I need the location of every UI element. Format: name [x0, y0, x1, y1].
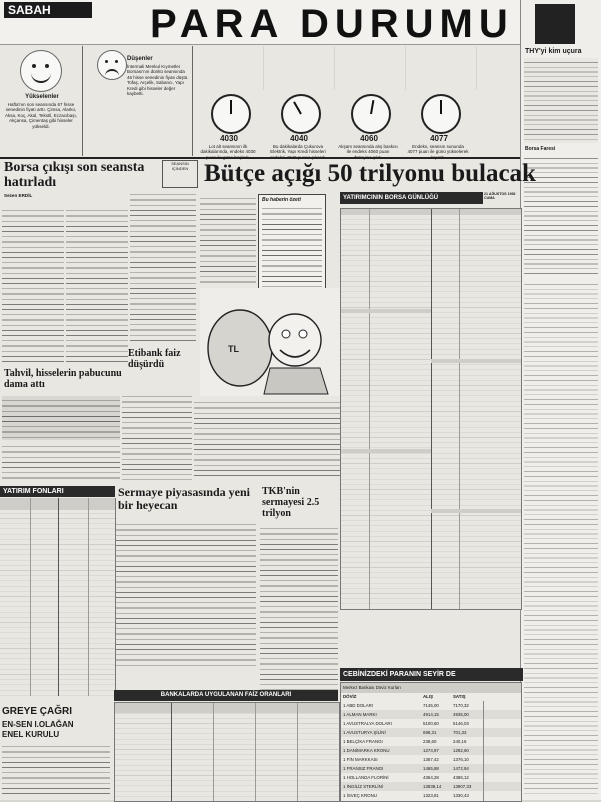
- satis-value: 13907,33: [453, 784, 472, 789]
- faiz-title: BANKALARDA UYGULANAN FAİZ ORANLARI: [114, 690, 338, 701]
- satis-value: 4935,00: [453, 712, 469, 717]
- doviz-subheader: [341, 693, 521, 701]
- currency-name: 1 FİN MARKKASI: [343, 757, 378, 762]
- notice-line-3: ENEL KURULU: [2, 730, 60, 739]
- seansin-icinden-label: SEANSIN İÇİNDEN: [162, 160, 198, 188]
- butce-story-head: [200, 158, 536, 194]
- satis-value: 1376,10: [453, 757, 469, 762]
- gutter: [326, 194, 339, 290]
- alis-value: 238,60: [423, 739, 437, 744]
- alis-value: 4914,15: [423, 712, 439, 717]
- butce-headline: Bütçe açığı 50 trilyonu bulacak: [204, 160, 536, 187]
- clock-4060-icon: [351, 94, 391, 134]
- clock-4030-icon: [211, 94, 251, 134]
- etibank-story-head: [128, 348, 190, 388]
- masthead-banner: [0, 0, 520, 45]
- borsa-gunlugu-title: YATIRIMCININ BORSA GÜNLÜĞÜ: [340, 192, 483, 204]
- right-page-strip: [520, 0, 601, 800]
- risers-label: Yükselenler: [25, 94, 59, 100]
- etibank-col: [122, 392, 192, 480]
- table-row: [341, 764, 521, 773]
- currency-name: 1 BELÇİKA FRANGI: [343, 739, 383, 744]
- doviz-col-label: DÖVİZ: [343, 694, 357, 699]
- table-row: [341, 719, 521, 728]
- section-title: PARA DURUMU: [150, 2, 514, 46]
- right-strip-text: [524, 58, 598, 143]
- satis-value: 1330,43: [453, 793, 469, 798]
- satis-value: 1282,60: [453, 748, 469, 753]
- alis-value: 1367,42: [423, 757, 439, 762]
- satis-col-label: SATIŞ: [453, 694, 466, 699]
- satis-value: 1472,94: [453, 766, 469, 771]
- currency-name: 1 İNGİLİZ STERLİNİ: [343, 784, 384, 789]
- currency-name: 1 ALMAN MARKI: [343, 712, 377, 717]
- borsa-col-3: [130, 190, 196, 342]
- borsa-col-2: [66, 206, 128, 366]
- smiley-icon: [20, 50, 62, 92]
- brand-label: SABAH: [4, 2, 92, 18]
- borsa-byline: Sezen ERDİL: [4, 193, 33, 198]
- tahvil-headline: Tahvil, hisselerin pabucunu dama attı: [4, 368, 122, 390]
- alis-value: 1274,97: [423, 748, 439, 753]
- tkb-story-head: [260, 486, 338, 522]
- sad-face-icon: [97, 50, 127, 80]
- risers-panel: [2, 46, 80, 156]
- currency-name: 1 AVUSTURYA ŞİLİNİ: [343, 730, 386, 735]
- currency-name: 1 ABD DOLARI: [343, 703, 374, 708]
- tkb-col: [260, 524, 338, 690]
- etibank-headline: Etibank faiz düşürdü: [128, 348, 181, 370]
- cebinizdeki-title: CEBİNİZDEKİ PARANIN SEYİR DE: [340, 668, 523, 681]
- alis-value: 7145,00: [423, 703, 439, 708]
- faiz-table: [114, 702, 340, 802]
- index-value-2: 4040: [290, 134, 308, 143]
- alis-value: 1465,88: [423, 766, 439, 771]
- currency-name: 1 DANİMARKA KRONU: [343, 748, 390, 753]
- satis-value: 4386,12: [453, 775, 469, 780]
- index-value-1: 4030: [220, 134, 238, 143]
- sermaye-headline: Sermaye piyasasında yeni bir heyecan: [118, 485, 251, 512]
- satis-value: 240,16: [453, 739, 467, 744]
- alis-value: 1323,81: [423, 793, 439, 798]
- borsa-col-1: [2, 206, 64, 366]
- doviz-header-row: [341, 683, 521, 693]
- right-strip-headline: THY'yi kim uçura: [525, 48, 582, 55]
- doviz-rows: [341, 701, 521, 801]
- currency-name: 1 FRANSIZ FRANGI: [343, 766, 384, 771]
- tahvil-col-2: [2, 442, 120, 482]
- fallers-text: İntermali Menkul Kıymetler Borsası'nın dünkü seansında 46 hisse senedinin fiyatı düştü. Tofaş, Arçelik, Sabancı, Yapı Kredi gibi hisseler değer kaybetti.: [127, 64, 189, 97]
- currency-name: 1 İSVEÇ KRONU: [343, 793, 377, 798]
- tkb-headline: TKB'nin sermayesi 2.5 trilyon: [262, 486, 320, 519]
- index-value-4: 4077: [430, 134, 448, 143]
- alis-value: 698,31: [423, 730, 437, 735]
- index-caption-3: Akşam seansında alış baskısı ile endeks 4060 puan: [338, 144, 398, 155]
- butce-lower-col: [194, 398, 340, 480]
- butce-summary-box: [258, 194, 326, 292]
- table-row: [341, 728, 521, 737]
- summary-box-text: [262, 204, 322, 288]
- borsa-gunlugu-date: 21 AĞUSTOS 1992 CUMA: [484, 192, 516, 201]
- satis-value: 701,33: [453, 730, 467, 735]
- fallers-label: Düşenler: [127, 56, 153, 62]
- alis-value: 13838,14: [423, 784, 442, 789]
- index-clocks: [192, 46, 477, 156]
- index-caption-4: Endeks, seansın sonunda 4077 puan ile günü yükselerek: [407, 144, 469, 155]
- borsa-gunlugu-table: [340, 208, 522, 610]
- doviz-table: [340, 682, 522, 802]
- clock-4040-icon: [281, 94, 321, 134]
- sermaye-story-head: [116, 486, 256, 518]
- notice-line-2: EN-SEN I.OLAĞAN: [2, 720, 74, 729]
- summary-box-title: Bu haberin özeti: [262, 197, 301, 203]
- table-row: [341, 755, 521, 764]
- currency-name: 1 AVUSTRALYA DOLARI: [343, 721, 392, 726]
- alis-col-label: ALIŞ: [423, 694, 434, 699]
- notice-text: [2, 742, 110, 798]
- fallers-panel: [82, 46, 193, 156]
- borsa-faresi-label: Borsa Faresi: [525, 146, 556, 152]
- borsa-headline: Borsa çıkışı son seansta hatırladı: [4, 160, 145, 190]
- table-row: [341, 701, 521, 710]
- alis-value: 5100,60: [423, 721, 439, 726]
- table-row: [341, 782, 521, 791]
- satis-value: 7170,32: [453, 703, 469, 708]
- index-caption-2: Bu dakikalarda Çukurova Elektrik, Yapı Kredi hisseleri: [270, 144, 326, 155]
- table-row: [341, 773, 521, 782]
- sermaye-col: [116, 520, 256, 670]
- greye-cagri-notice: [0, 706, 114, 800]
- right-strip-tables: [524, 280, 598, 795]
- table-row: [341, 791, 521, 800]
- clock-divider-strip: [193, 46, 477, 90]
- butce-col-1: [200, 194, 256, 284]
- table-row: [341, 746, 521, 755]
- table-row: [341, 737, 521, 746]
- table-row: [341, 710, 521, 719]
- index-value-3: 4060: [360, 134, 378, 143]
- satis-value: 5146,03: [453, 721, 469, 726]
- clock-4077-icon: [421, 94, 461, 134]
- columnist-photo: [535, 4, 575, 44]
- svg-text:TL: TL: [228, 344, 239, 354]
- budget-cartoon: [200, 288, 340, 396]
- doviz-col-currency: Merkez Bankası Döviz Kurları: [343, 685, 401, 690]
- yatirim-fonlari-title: YATIRIM FONLARI: [0, 486, 115, 497]
- risers-text: Hafta'nın son seansında 67 hisse senedinin fiyatı arttı. Çimsa, Alarko, Aksa, Koç, Akal, Tekstil, Eczacıbaşı, Akçansa, Çimentaş gibi hisseler yükseldi.: [5, 102, 77, 129]
- alis-value: 4364,28: [423, 775, 439, 780]
- index-caption-1: Lot alt seansının ilk dakikalarında, endeks 4030: [200, 144, 256, 155]
- tahvil-col: [2, 396, 120, 440]
- currency-name: 1 HOLLANDA FLORİNİ: [343, 775, 389, 780]
- notice-headline: GREYE ÇAĞRI: [2, 706, 73, 717]
- borsa-gunlugu-header: [340, 192, 520, 206]
- yatirim-fonlari-table: [0, 498, 116, 696]
